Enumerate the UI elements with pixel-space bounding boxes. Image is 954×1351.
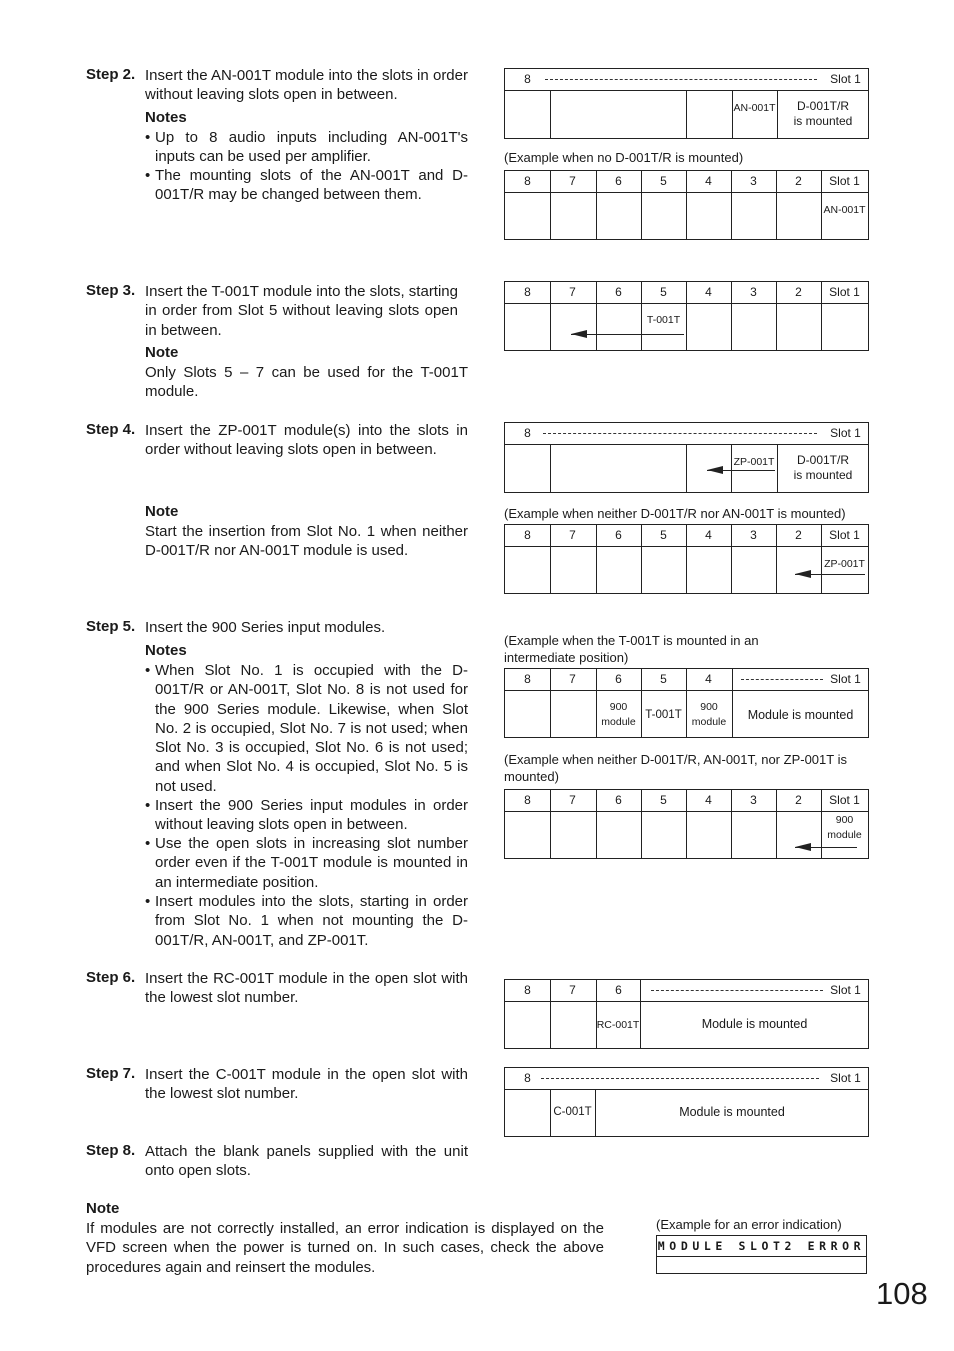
module-mounted: Module is mounted [747,708,854,722]
caption-no-d001tr: (Example when no D-001T/R is mounted) [504,150,744,165]
step-4-label: Step 4. [86,421,136,438]
module-mounted: Module is mounted [679,1105,785,1119]
slot-diagram-900-t001t [504,668,869,738]
caption-t001t-intermediate: (Example when the T-001T is mounted in an intermediate position) [504,633,759,665]
step-2-text: Insert the AN-001T module into the slots in order without leaving slots open in between. [145,67,468,104]
slot-header: 8 Slot 1 [505,423,868,445]
zp001t-module: ZP-001T [733,456,775,468]
page-number: 108 [876,1276,928,1311]
step-2-label: Step 2. [86,66,136,83]
insert-direction-arrow [571,334,684,335]
slot-diagram-900-slot1 [504,789,869,859]
step-5-label: Step 5. [86,618,136,635]
step-8-text: Attach the blank panels supplied with the unit onto open slots. [145,1143,468,1180]
900-module-label: 900 [700,701,718,713]
final-note-text: If modules are not correctly installed, an error indication is displayed on the VFD screen when the power is turned on. In such cases, check the above procedures again and reinsert the modules. [86,1220,604,1276]
step-6-text: Insert the RC-001T module in the open slot with the lowest slot number. [145,970,468,1007]
step-7-label: Step 7. [86,1065,136,1082]
arrow-head-icon [795,570,811,578]
rc001t-module: RC-001T [596,1019,640,1031]
slot-diagram-zp001t [504,422,869,493]
slot-diagram-t001t [504,281,869,351]
step-4-note: Start the insertion from Slot No. 1 when neither D-001T/R nor AN-001T module is used. [145,523,468,560]
step-3-text: Insert the T-001T module into the slots, starting in order from Slot 5 without leaving slots open in between. [145,283,458,339]
caption-no-d001tr-an001t-zp001t: (Example when neither D-001T/R, AN-001T, nor ZP-001T is mounted) [504,752,847,784]
arrow-head-icon [795,843,811,851]
d001tr-module: D-001T/R [796,453,849,467]
slot-diagram-zp001t-slot1 [504,524,869,594]
c001t-module: C-001T [553,1106,592,1118]
an001t-module: AN-001T [733,102,776,114]
arrow-head-icon [571,330,587,338]
slot-diagram-rc001t [504,979,869,1049]
step-5-note-4: • Insert modules into the slots, starting in order from Slot No. 1 when not mounting the D-001T/R, AN-001T, and ZP-001T. [145,892,468,950]
step-5-note-2: • Insert the 900 Series input modules in order without leaving slots open in between. [145,796,468,835]
slot-header: 8 Slot 1 [505,69,868,91]
slot-header: 8 7 6 5 4 3 2 Slot 1 [505,790,868,812]
900-module-label: 900 [835,814,854,826]
slot-header: 8 7 6 5 4 3 2 Slot 1 [505,171,868,193]
slot-diagram-c001t [504,1067,869,1137]
final-note-heading: Note [86,1200,120,1217]
vfd-display [656,1235,867,1274]
caption-error-indication: (Example for an error indication) [656,1217,842,1232]
step-3-label: Step 3. [86,282,136,299]
step-5-note-3: • Use the open slots in increasing slot number order even if the T-001T module is mounted in an intermediate position. [145,834,468,892]
step-2-note-2: • The mounting slots of the AN-001T and D-001T/R may be changed between them. [145,166,468,205]
step-5-text: Insert the 900 Series input modules. [145,619,386,636]
step-7-text: Insert the C-001T module in the open slot with the lowest slot number. [145,1066,468,1103]
step-5-note-1: • When Slot No. 1 is occupied with the D-001T/R or AN-001T, Slot No. 8 is not used for the 900 Series module. Likewise, when Slot No. 2 is occupied, Slot No. 7 is not used; when Slot No. 3 is occupied, Slot No. 6 is not used; and when Slot No. 4 is occupied, Slot No. 5 is not used. [145,661,468,796]
slot-diagram-an001t-slot1 [504,170,869,240]
t001t-module: T-001T [645,709,682,721]
step-5-notes-heading: Notes [145,642,187,659]
t001t-module: T-001T [646,314,681,326]
step-2-note-1: • Up to 8 audio inputs including AN-001T's inputs can be used per amplifier. [145,128,468,167]
step-4-text: Insert the ZP-001T module(s) into the slots in order without leaving slots open in between. [145,422,468,459]
step-2-notes-heading: Notes [145,109,187,126]
step-3-note: Only Slots 5 – 7 can be used for the T-001T module. [145,364,468,401]
vfd-error-text: MODULE SLOT2 ERROR [657,1236,866,1257]
module-mounted: Module is mounted [701,1017,808,1031]
step-4-note-heading: Note [145,503,179,520]
step-6-label: Step 6. [86,969,136,986]
an001t-module: AN-001T [823,204,866,216]
slot-header: 8 Slot 1 [505,1068,868,1090]
arrow-head-icon [707,466,723,474]
900-module-sub: module [691,716,727,728]
caption-no-d001tr-an001t: (Example when neither D-001T/R nor AN-001T is mounted) [504,506,846,521]
slot-header: 8 7 6 5 4 3 2 Slot 1 [505,282,868,304]
slot-header: 8 7 6 Slot 1 [505,980,868,1002]
zp001t-module: ZP-001T [824,558,865,570]
d001tr-module: D-001T/R [796,99,849,113]
slot-header: 8 7 6 5 4 3 2 Slot 1 [505,525,868,547]
step-3-note-heading: Note [145,344,179,361]
900-module-sub: module [601,716,636,728]
slot-diagram-an001t [504,68,869,139]
d001tr-mounted: is mounted [793,468,853,482]
step-8-label: Step 8. [86,1142,136,1159]
900-module-sub: module [827,829,862,841]
d001tr-mounted: is mounted [793,114,853,128]
900-module-label: 900 [609,701,628,713]
slot-header: 8 7 6 5 4 Slot 1 [505,669,868,691]
